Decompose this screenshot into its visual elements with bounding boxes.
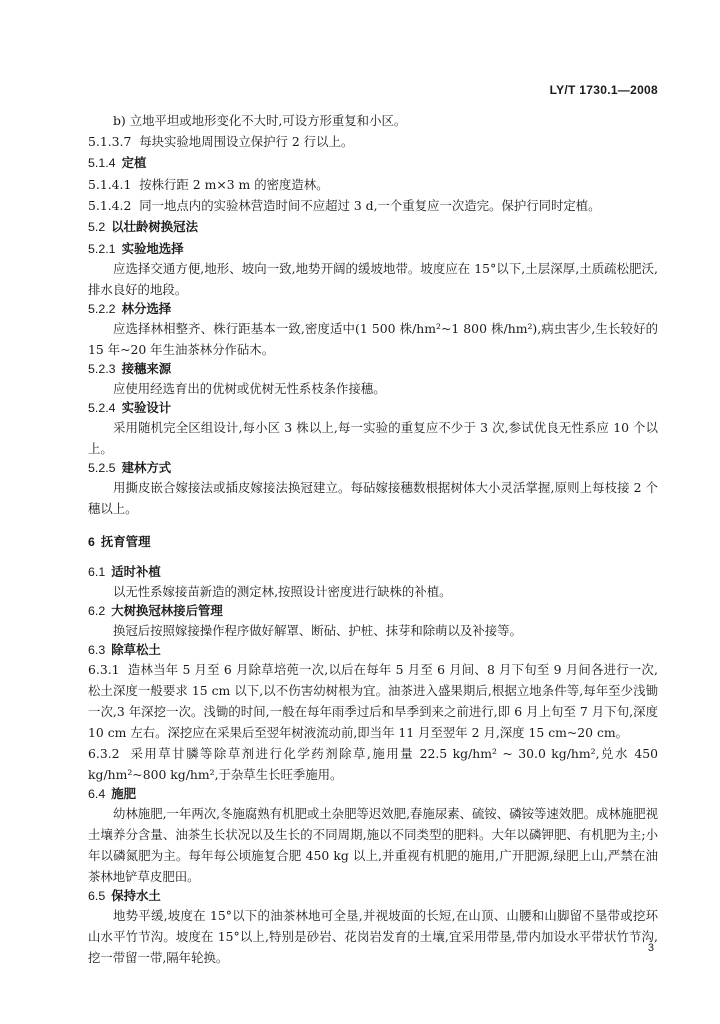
clause-number: 6.3.1 [88,662,120,677]
paragraph-6-5: 地势平缓,坡度在 15°以下的油茶林地可全垦,并视坡面的长短,在山顶、山腰和山脚留不垦带或挖环山水平竹节沟。坡度在 15°以上,特别是砂岩、花岗岩发育的土壤,宜采用带垦,带内加设水平带状竹节沟,挖一带留一带,隔年轮换。 [88,908,658,965]
paragraph-5-2-3: 应使用经选育出的优树或优树无性系枝条作接穗。 [113,381,386,396]
clause-5-1-3-7 [88,133,658,150]
heading-title: 实验地选择 [121,241,184,256]
heading-6-1 [88,563,658,581]
heading-title: 建林方式 [121,460,172,475]
paragraph-6-2: 换冠后按照嫁接操作程序做好解罩、断砧、护桩、抹芽和除萌以及补接等。 [113,623,522,638]
heading-number: 5.2.5 [88,461,116,475]
clause-number: 5.1.3.7 [88,134,132,149]
heading-5-2-2 [88,300,658,318]
clause-5-1-4-1 [88,176,658,193]
heading-6-5 [88,887,658,905]
heading-title: 施肥 [111,786,137,801]
heading-5-2-5 [88,459,658,477]
heading-5-2 [88,218,658,236]
heading-5-2-1 [88,240,658,258]
heading-title: 抚育管理 [100,534,151,549]
page-content [88,112,658,968]
heading-number: 6.4 [88,787,106,801]
heading-number: 6.5 [88,889,106,903]
paragraph-5-2-1: 应选择交通方便,地形、坡向一致,地势开阔的缓坡地带。坡度应在 15°以下,土层深厚,土质疏松肥沃,排水良好的地段。 [88,261,658,297]
list-item-b: b) 立地平坦或地形变化不大时,可设方形重复和小区。 [113,113,407,128]
heading-title: 除草松土 [111,642,161,657]
heading-title: 定植 [121,155,147,170]
heading-number: 5.2.1 [88,242,116,256]
heading-number: 6.1 [88,565,106,579]
heading-number: 5.2.4 [88,401,116,415]
paragraph-6-1: 以无性系嫁接苗新造的测定林,按照设计密度进行缺株的补植。 [113,584,452,599]
clause-text: 造林当年 5 月至 6 月除草培蔸一次,以后在每年 5 月至 6 月间、8 月下旬至 9 月间各进行一次,松土深度一般要求 15 cm 以下,以不伤害幼树根为宜。油茶进入盛果期后,根据立地条件等,每年至少浅锄一次,3 年深挖一次。浅锄的时间,一般在每年雨季过后和旱季到来之前进行,即 6 月上旬至 7 月下旬,深度 10 cm 左右。深挖应在采果后至翌年树液流动前,即当年 11 月至翌年 2 月,深度 15 cm~20 cm。 [88,662,658,740]
heading-number: 5.2 [88,220,106,234]
heading-number: 5.1.4 [88,156,116,170]
clause-text: 同一地点内的实验林营造时间不应超过 3 d,一个重复应一次造完。保护行同时定植。 [139,198,601,213]
clause-6-3-2 [88,743,658,785]
paragraph-5-2-2: 应选择林相整齐、株行距基本一致,密度适中(1 500 株/hm²~1 800 株/hm²),病虫害少,生长较好的 15 年~20 年生油茶林分作砧木。 [88,321,658,357]
clause-text: 按株行距 2 m×3 m 的密度造林。 [139,177,329,192]
standard-code: LY/T 1730.1—2008 [549,83,658,97]
heading-number: 6 [88,535,95,549]
heading-6-4 [88,785,658,803]
clause-text: 每块实验地周围设立保护行 2 行以上。 [139,134,354,149]
heading-title: 适时补植 [111,564,161,579]
heading-number: 6.3 [88,643,106,657]
heading-title: 接穗来源 [121,361,172,376]
heading-title: 大树换冠林接后管理 [111,603,223,618]
heading-number: 5.2.3 [88,362,116,376]
clause-number: 6.3.2 [88,746,120,761]
chapter-heading-6 [88,533,658,551]
heading-6-3 [88,641,658,659]
heading-5-2-4 [88,399,658,417]
clause-5-1-4-2 [88,197,658,214]
heading-title: 林分选择 [121,301,172,316]
clause-number: 5.1.4.2 [88,198,132,213]
clause-6-3-1 [88,659,658,743]
page-number: 3 [647,942,654,954]
heading-number: 6.2 [88,604,106,618]
heading-title: 实验设计 [121,400,172,415]
clause-number: 5.1.4.1 [88,177,132,192]
paragraph-6-4: 幼林施肥,一年两次,冬施腐熟有机肥或土杂肥等迟效肥,春施尿素、硫铵、磷铵等速效肥。成林施肥视土壤养分含量、油茶生长状况以及生长的不同周期,施以不同类型的肥料。大年以磷钾肥、有机肥为主;小年以磷氮肥为主。每年每公顷施复合肥 450 kg 以上,并重视有机肥的施用,广开肥源,绿肥上山,严禁在油茶林地铲草皮肥田。 [88,806,658,884]
paragraph-5-2-4: 采用随机完全区组设计,每小区 3 株以上,每一实验的重复应不少于 3 次,参试优良无性系应 10 个以上。 [88,420,658,456]
clause-text: 采用草甘膦等除草剂进行化学药剂除草,施用量 22.5 kg/hm² ~ 30.0 kg/hm²,兑水 450 kg/hm²~800 kg/hm²,于杂草生长旺季施用。 [88,746,658,782]
heading-number: 5.2.2 [88,302,116,316]
heading-title: 以壮龄树换冠法 [111,219,198,234]
heading-5-2-3 [88,360,658,378]
paragraph-5-2-5: 用撕皮嵌合嫁接法或插皮嫁接法换冠建立。每砧嫁接穗数根据树体大小灵活掌握,原则上每枝接 2 个穗以上。 [88,480,658,516]
heading-5-1-4 [88,154,658,172]
heading-6-2 [88,602,658,620]
heading-title: 保持水土 [111,888,161,903]
